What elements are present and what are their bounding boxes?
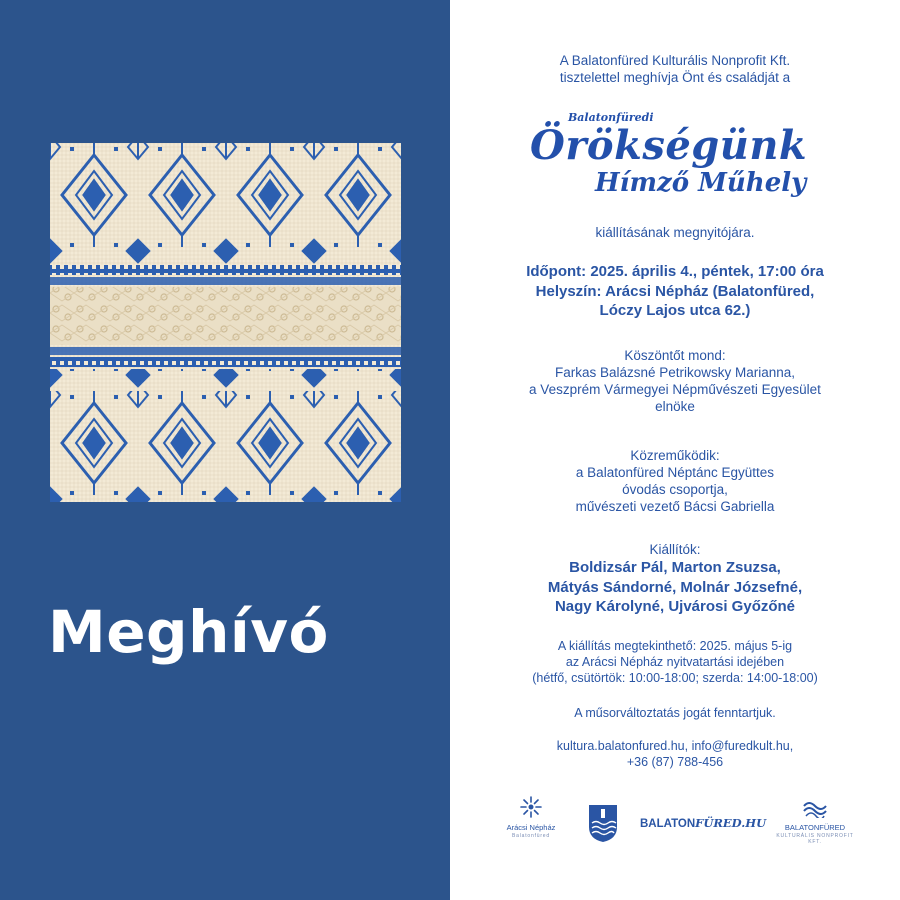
- participants-line-3: művészeti vezető Bácsi Gabriella: [575, 499, 775, 514]
- brand-part-2: FÜRED.HU: [695, 816, 767, 830]
- greeting-line-3: elnöke: [655, 399, 695, 414]
- sunburst-icon: [520, 796, 542, 818]
- header-line-2: tisztelettel meghívja Önt és családját a: [559, 70, 791, 85]
- aracsi-logo-sub: Balatonfüred: [512, 833, 550, 839]
- event-logo-big: Örökségünk: [530, 122, 808, 169]
- event-details: [450, 262, 900, 321]
- invitation-title: Meghívó: [48, 598, 329, 666]
- participants-line-2: óvodás csoportja,: [622, 482, 728, 497]
- wave-icon: [802, 798, 828, 818]
- greeting-block: [450, 347, 900, 415]
- greeting-heading: Köszöntőt mond:: [624, 348, 726, 363]
- exhibitors-line-1: Boldizsár Pál, Marton Zsuzsa,: [569, 559, 781, 576]
- contact-block: [450, 738, 900, 770]
- header-line-1: A Balatonfüred Kulturális Nonprofit Kft.: [559, 53, 791, 68]
- embroidery-photo: [50, 143, 401, 502]
- time-line: Időpont: 2025. április 4., péntek, 17:00 óra: [526, 263, 824, 280]
- embroidery-pattern: [50, 143, 401, 502]
- exhibitors-line-3: Nagy Károlyné, Ujvárosi Győzőné: [554, 598, 796, 615]
- participants-heading: Közreműködik:: [630, 448, 720, 463]
- event-logo-sub: Hímző Műhely: [595, 168, 807, 198]
- contact-line-2[interactable]: +36 (87) 788-456: [626, 755, 724, 769]
- greeting-line-2: a Veszprém Vármegyei Népművészeti Egyesület: [529, 382, 821, 397]
- place-line-1: Helyszín: Arácsi Népház (Balatonfüred,: [535, 282, 815, 300]
- intro-line: kiállításának megnyitójára.: [595, 225, 755, 240]
- viewing-line-2: az Arácsi Népház nyitvatartási idejében: [565, 655, 785, 669]
- kft-logo-sub: KULTURÁLIS NONPROFIT KFT.: [776, 833, 854, 845]
- contact-line-1[interactable]: kultura.balatonfured.hu, info@furedkult.hu,: [556, 739, 794, 753]
- disclaimer-line: A műsorváltoztatás jogát fenntartjuk.: [574, 706, 776, 720]
- right-panel: [450, 0, 900, 900]
- exhibitors-block: [450, 558, 900, 617]
- participants-block: [450, 447, 900, 515]
- disclaimer-block: [450, 705, 900, 721]
- intro-text: [450, 224, 900, 241]
- place-line-2: Lóczy Lajos utca 62.): [599, 302, 751, 319]
- aracsi-logo-label: Arácsi Népház: [506, 823, 556, 832]
- coat-of-arms-icon: [587, 803, 619, 843]
- exhibitors-heading: Kiállítók:: [649, 542, 701, 557]
- event-logo-small: Balatonfüredi: [568, 111, 654, 124]
- header-text: [450, 52, 900, 86]
- kft-logo-label: BALATONFÜRED: [784, 823, 846, 832]
- viewing-line-3: (hétfő, csütörtök: 10:00-18:00; szerda: 14:00-18:00): [532, 671, 818, 685]
- viewing-block: [450, 638, 900, 686]
- viewing-line-1: A kiállítás megtekinthető: 2025. május 5-ig: [557, 639, 793, 653]
- participants-line-1: a Balatonfüred Néptánc Együttes: [575, 465, 775, 480]
- exhibitors-line-2: Mátyás Sándorné, Molnár Józsefné,: [547, 578, 803, 596]
- exhibitors-heading-block: [450, 541, 900, 558]
- balatonfured-hu-logo[interactable]: [640, 816, 767, 830]
- kft-logo[interactable]: [770, 798, 860, 845]
- brand-part-1: BALATON: [640, 818, 696, 830]
- coat-of-arms-logo[interactable]: [586, 803, 620, 848]
- greeting-line-1: Farkas Balázsné Petrikowsky Marianna,: [554, 365, 796, 380]
- aracsi-nephaz-logo[interactable]: [496, 796, 566, 839]
